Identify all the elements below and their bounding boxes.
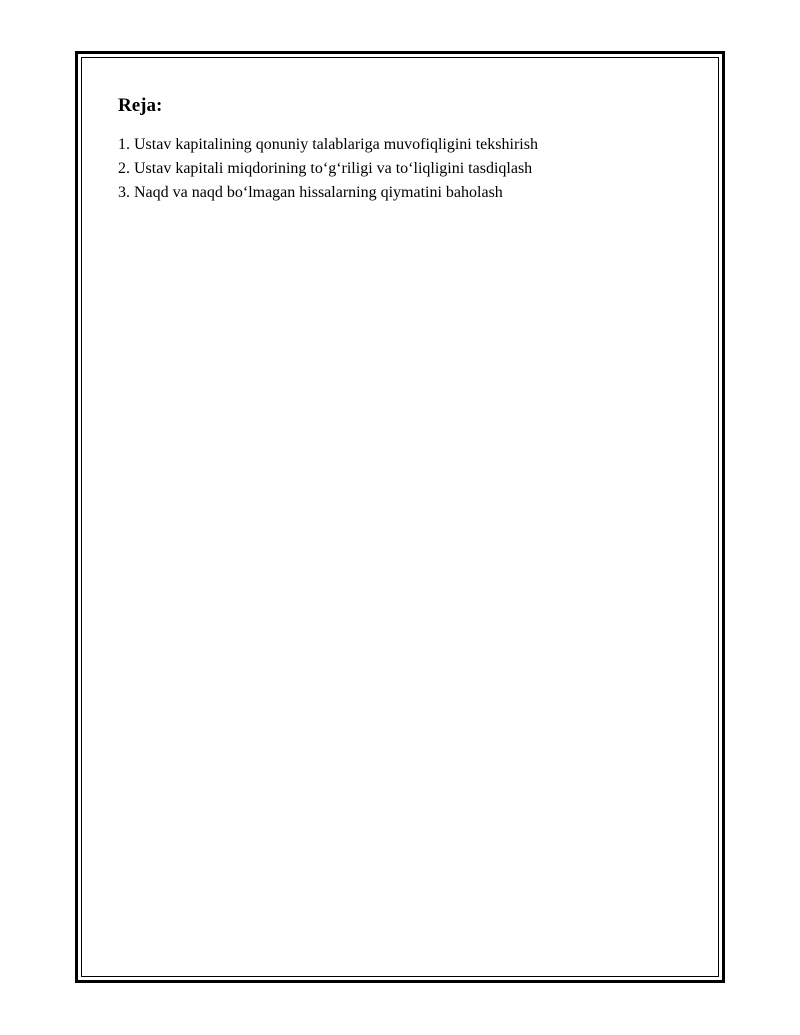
plan-item-3: 3. Naqd va naqd bo‘lmagan hissalarning qiymatini baholash [118, 184, 503, 201]
plan-list [118, 133, 698, 205]
page-content [118, 93, 698, 205]
plan-heading: Reja: [118, 95, 163, 116]
plan-item-1: 1. Ustav kapitalining qonuniy talablariga muvofiqligini tekshirish [118, 136, 538, 153]
plan-item-2: 2. Ustav kapitali miqdorining to‘g‘riligi va to‘liqligini tasdiqlash [118, 160, 533, 177]
